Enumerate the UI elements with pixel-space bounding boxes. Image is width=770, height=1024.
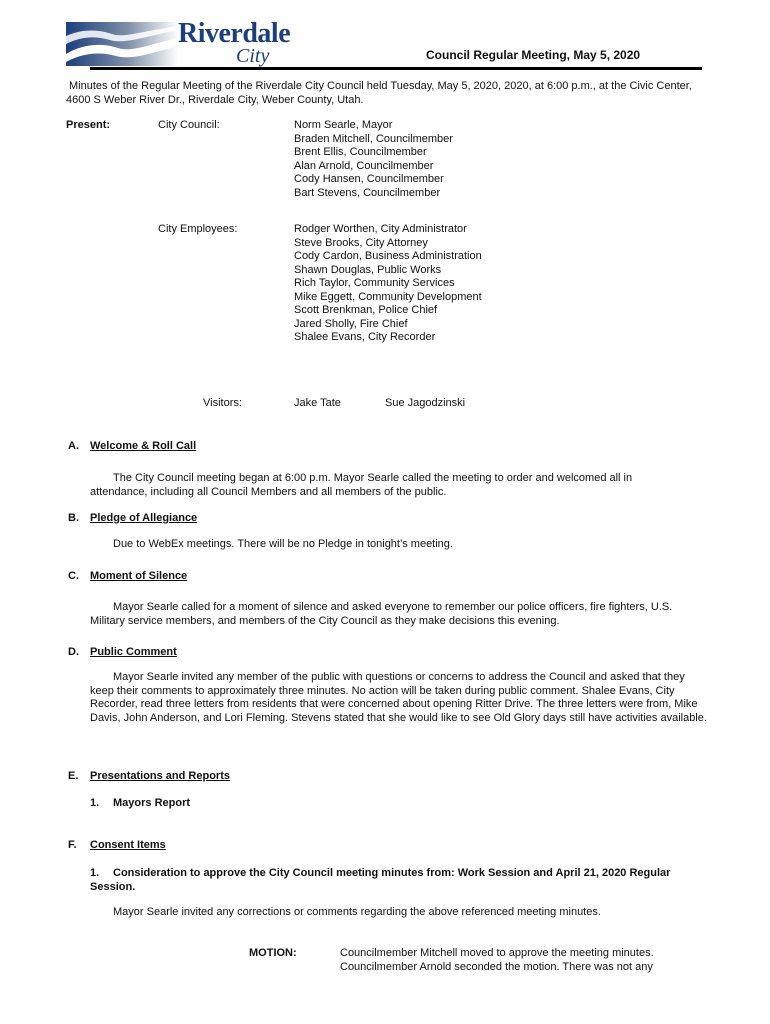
section-d-text: Mayor Searle invited any member of the public with questions or concerns to address the Council and asked that they keep their comments to approximately three minutes. No action will be taken during public comment. Shalee Evans, City Recorder, read three letters from residents that were concerned about opening Ritter Drive. The three letters were from, Mike Davis, John Anderson, and Lori Fleming. Stevens stated that she would like to see Old Glory days still have activities available. xyxy=(90,671,707,724)
section-a-title: Welcome & Roll Call xyxy=(90,440,197,452)
list-item: Jared Sholly, Fire Chief xyxy=(294,317,408,330)
list-item: Cody Hansen, Councilmember xyxy=(294,173,444,185)
section-c-letter: C. xyxy=(68,570,79,582)
list-item: Cody Cardon, Business Administration xyxy=(294,250,482,262)
employees-list xyxy=(294,223,482,345)
logo-word-riverdale: Riverdale xyxy=(178,18,291,49)
section-c-title: Moment of Silence xyxy=(90,570,188,582)
section-f-item-text: Consideration to approve the City Council meeting minutes from: Work Session and April 21, 2020 Regular Session. xyxy=(90,867,671,893)
visitor-1: Jake Tate xyxy=(294,397,341,409)
list-item: Steve Brooks, City Attorney xyxy=(294,236,428,249)
section-b-title: Pledge of Allegiance xyxy=(90,512,198,524)
section-d-title: Public Comment xyxy=(90,646,177,658)
list-item: Brent Ellis, Councilmember xyxy=(294,146,427,158)
intro-paragraph: Minutes of the Regular Meeting of the Riverdale City Council held Tuesday, May 5, 2020, 2020, at 6:00 p.m., at the Civic Center, 4600 S Weber River Dr., Riverdale City, Weber County, Utah. xyxy=(66,80,692,106)
present-label: Present: xyxy=(66,119,111,131)
list-item: Shalee Evans, City Recorder xyxy=(294,331,436,343)
motion-label: MOTION: xyxy=(249,947,297,959)
list-item: Alan Arnold, Councilmember xyxy=(294,159,434,172)
list-item: Mike Eggett, Community Development xyxy=(294,290,482,303)
list-item: Bart Stevens, Councilmember xyxy=(294,186,441,199)
list-item: Norm Searle, Mayor xyxy=(294,119,393,131)
logo-word-city: City xyxy=(236,45,270,67)
section-f-title: Consent Items xyxy=(90,839,166,851)
section-f-letter: F. xyxy=(68,839,77,851)
section-d-letter: D. xyxy=(68,646,79,658)
list-item: Braden Mitchell, Councilmember xyxy=(294,132,453,145)
council-list xyxy=(294,119,453,200)
document-title: Council Regular Meeting, May 5, 2020 xyxy=(426,48,641,62)
motion-line-1: Councilmember Mitchell moved to approve the meeting minutes. xyxy=(340,947,654,959)
list-item: Scott Brenkman, Police Chief xyxy=(294,304,438,316)
list-item: Shawn Douglas, Public Works xyxy=(294,263,442,276)
section-b-text: Due to WebEx meetings. There will be no Pledge in tonight’s meeting. xyxy=(113,538,453,550)
header-rule xyxy=(90,67,702,70)
section-b-letter: B. xyxy=(68,512,79,524)
section-f-text: Mayor Searle invited any corrections or comments regarding the above referenced meeting minutes. xyxy=(113,906,601,918)
list-item: Rodger Worthen, City Administrator xyxy=(294,223,467,235)
section-e-letter: E. xyxy=(68,770,79,782)
visitor-2: Sue Jagodzinski xyxy=(385,397,466,409)
section-e-item-text: Mayors Report xyxy=(113,797,191,809)
motion-line-2: Councilmember Arnold seconded the motion. There was not any xyxy=(340,961,653,973)
river-swoosh-icon xyxy=(66,18,178,66)
city-employees-label: City Employees: xyxy=(158,223,238,235)
visitors-label: Visitors: xyxy=(203,397,242,409)
section-c-text: Mayor Searle called for a moment of silence and asked everyone to remember our police officers, fire fighters, U.S. Military service members, and members of the City Council as they make decisions this evening. xyxy=(90,601,673,627)
section-e-title: Presentations and Reports xyxy=(90,770,230,782)
city-logo xyxy=(66,18,306,68)
city-council-label: City Council: xyxy=(158,119,220,131)
list-item: Rich Taylor, Community Services xyxy=(294,277,455,289)
section-f-item-number: 1. xyxy=(90,867,100,879)
section-e-item-number: 1. xyxy=(90,797,100,809)
section-a-letter: A. xyxy=(68,440,79,452)
section-a-text: The City Council meeting began at 6:00 p.m. Mayor Searle called the meeting to order and welcomed all in attendance, including all Council Members and all members of the public. xyxy=(90,472,633,498)
